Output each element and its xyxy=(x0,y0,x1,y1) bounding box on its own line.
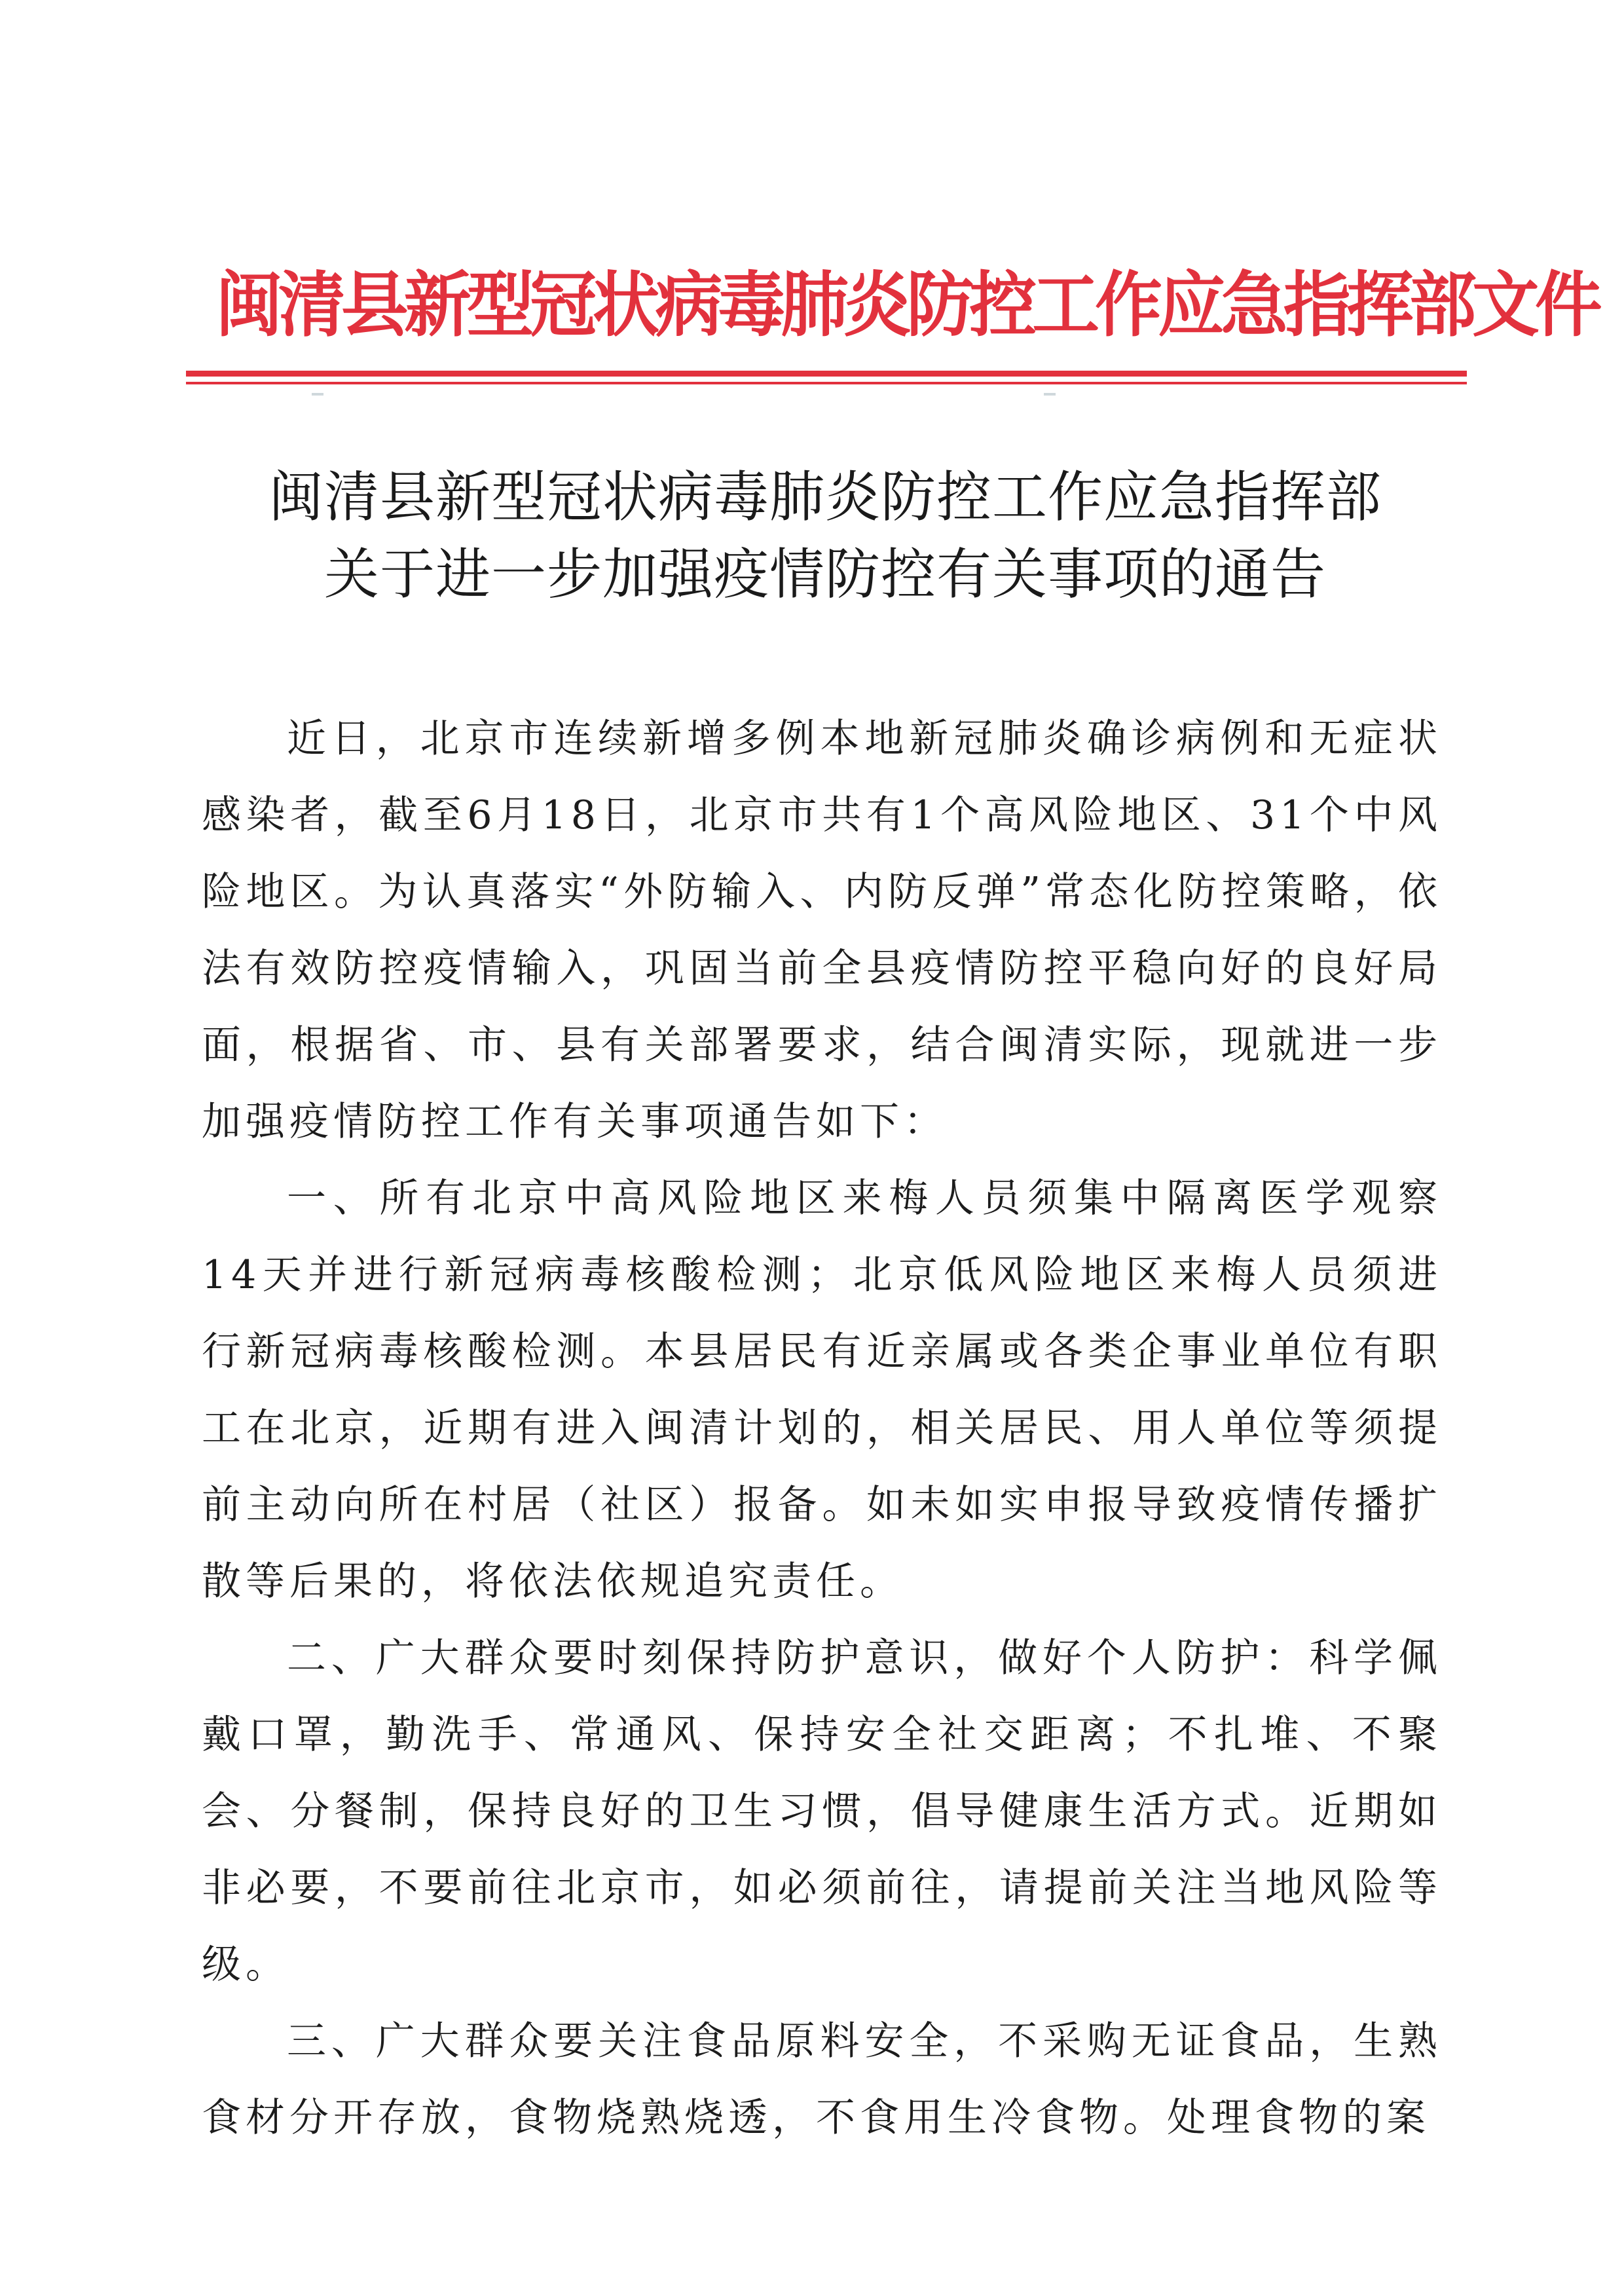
issuer-redhead: 闽清县新型冠状病毒肺炎防控工作应急指挥部文件 xyxy=(215,265,1598,346)
document-body xyxy=(202,701,1442,2157)
paragraph-item-3: 三、广大群众要关注食品原料安全，不采购无证食品，生熟食材分开存放，食物烧熟烧透，不食用生冷食物。处理食物的案 xyxy=(202,2018,1442,2141)
document-title-line2: 关于进一步加强疫情防控有关事项的通告 xyxy=(323,542,1326,606)
redhead-rule-thin xyxy=(186,382,1467,384)
scan-mark xyxy=(1044,393,1056,396)
paragraph-item-2: 二、广大群众要时刻保持防护意识，做好个人防护：科学佩戴口罩，勤洗手、常通风、保持安全社交距离；不扎堆、不聚会、分餐制，保持良好的卫生习惯，倡导健康生活方式。近期如非必要，不要前往北京市，如必须前往，请提前关注当地风险等级。 xyxy=(202,1635,1442,1988)
paragraph-item-1: 一、所有北京中高风险地区来梅人员须集中隔离医学观察14天并进行新冠病毒核酸检测；北京低风险地区来梅人员须进行新冠病毒核酸检测。本县居民有近亲属或各类企事业单位有职工在北京，近期有进入闽清计划的，相关居民、用人单位等须提前主动向所在村居（社区）报备。如未如实申报导致疫情传播扩散等后果的，将依法依规追究责任。 xyxy=(202,1176,1442,1604)
document-title-line1: 闽清县新型冠状病毒肺炎防控工作应急指挥部 xyxy=(268,465,1382,529)
paragraph-intro: 近日，北京市连续新增多例本地新冠肺炎确诊病例和无症状感染者，截至6月18日，北京市共有1个高风险地区、31个中风险地区。为认真落实“外防输入、内防反弹”常态化防控策略，依法有效防控疫情输入，巩固当前全县疫情防控平稳向好的良好局面，根据省、市、县有关部署要求，结合闽清实际，现就进一步加强疫情防控工作有关事项通告如下： xyxy=(202,716,1442,1145)
redhead-rule-thick xyxy=(186,371,1467,377)
scan-mark xyxy=(312,393,323,396)
